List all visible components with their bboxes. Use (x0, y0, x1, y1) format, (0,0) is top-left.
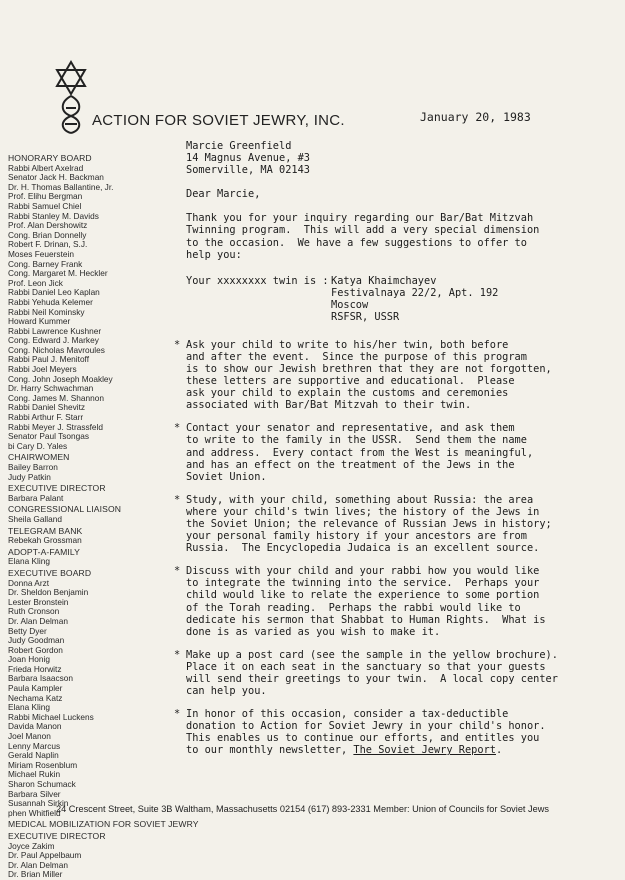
sidebar-name: Ruth Cronson (8, 606, 60, 617)
asterisk-bullet: * (174, 422, 181, 435)
sidebar-name: Lester Bronstein (8, 596, 69, 607)
sidebar-name: Cong. John Joseph Moakley (8, 373, 113, 384)
text-line: Thank you for your inquiry regarding our Bar/Bat Mitzvah (186, 212, 534, 225)
sidebar-name: phen Whitfield (8, 807, 61, 818)
sidebar-name: Senator Jack H. Backman (8, 172, 104, 183)
sidebar-name: Lenny Marcus (8, 740, 61, 751)
sidebar-name: Miriam Rosenblum (8, 759, 78, 770)
twin-address (331, 275, 498, 323)
sidebar-name: Rabbi Lawrence Kushner (8, 325, 102, 336)
text-line: done is as varied as you wish to make it. (186, 625, 441, 638)
sidebar-name: Bailey Barron (8, 462, 58, 472)
star-of-david-logo (50, 60, 92, 135)
text-line: RSFSR, USSR (331, 311, 400, 324)
sidebar-name: Rabbi Paul J. Menitoff (8, 354, 90, 365)
sidebar-section-heading: EXECUTIVE BOARD (8, 567, 92, 578)
text-line: Russia. The Encyclopedia Judaica is an excellent source. (186, 542, 540, 555)
text-line: the Soviet Union; the relevance of Russian Jews in history; (186, 517, 552, 530)
sidebar-name: Rabbi Stanley M. Davids (8, 210, 99, 221)
sidebar-name: Rabbi Samuel Chiel (8, 200, 82, 211)
sidebar-name: Paula Kampler (8, 683, 63, 694)
text-line: to the occasion. We have a few suggestions to offer to (186, 236, 527, 249)
sidebar-section-heading: CONGRESSIONAL LIAISON (8, 504, 122, 515)
text-line: these letters are supportive and educational. Please (186, 375, 515, 388)
text-line: dedicate his sermon that Shabbat to Human Rights. What is (186, 613, 546, 626)
sidebar-name: Moses Feuerstein (8, 248, 74, 259)
text-line: Contact your senator and representative, and ask them (186, 422, 515, 435)
sidebar-name: Nechama Katz (8, 692, 63, 703)
text-line: Festivalnaya 22/2, Apt. 192 (331, 286, 499, 299)
sidebar-name: Rabbi Michael Luckens (8, 711, 94, 722)
sidebar-name: Joel Manon (8, 731, 51, 742)
sidebar-name: Dr. Paul Appelbaum (8, 850, 82, 861)
text-line: In honor of this occasion, consider a tax-deductible (186, 708, 509, 721)
sidebar-name: Prof. Elihu Bergman (8, 191, 83, 202)
text-line: your personal family history if your ancestors are from (186, 530, 527, 543)
sidebar-section-heading: MEDICAL MOBILIZATION FOR SOVIET JEWRY (8, 819, 199, 830)
suggestion-item (174, 648, 616, 698)
suggestion-item (174, 565, 616, 638)
sidebar-name: Susannah Sirkin (8, 798, 69, 809)
text-line: of the Torah reading. Perhaps the rabbi would like to (186, 601, 521, 614)
text-line: to write to the family in the USSR. Send them the name (186, 434, 527, 447)
text-line: Marcie Greenfield (186, 140, 292, 152)
text-line: Make up a post card (see the sample in the yellow brochure). (186, 648, 558, 661)
sidebar-name: Barbara Palant (8, 492, 64, 503)
sidebar-name: Dr. Brian Miller (8, 869, 63, 880)
sidebar-section-heading: EXECUTIVE DIRECTOR (8, 830, 106, 841)
sidebar-name: Joan Honig (8, 654, 50, 665)
newsletter-title: The Soviet Jewry Report (353, 744, 496, 757)
sidebar-name: Rabbi Yehuda Kelemer (8, 296, 93, 307)
text-line: donation to Action for Soviet Jewry in your child's honor. (186, 720, 546, 733)
sidebar-name: Elana Kling (8, 702, 50, 713)
salutation: Dear Marcie, (186, 188, 261, 201)
sidebar-name: Cong. James M. Shannon (8, 392, 104, 403)
sidebar-name: Frieda Horwitz (8, 663, 62, 674)
text-line: Ask your child to write to his/her twin, both before (186, 338, 509, 351)
intro-paragraph (186, 212, 616, 260)
text-line: Soviet Union. (186, 470, 267, 483)
sidebar-name: Dr. Alan Delman (8, 859, 68, 870)
sidebar-name: Joyce Zakim (8, 840, 55, 851)
suggestion-item (174, 708, 616, 757)
twin-label: Your xxxxxxxx twin is : (186, 274, 329, 287)
text-line: and after the event. Since the purpose of this program (186, 350, 527, 363)
sidebar-name: Rabbi Joel Meyers (8, 364, 77, 375)
sidebar-name: Judy Patkin (8, 471, 51, 482)
sidebar-section-heading: TELEGRAM BANK (8, 525, 83, 536)
recipient-address (186, 140, 616, 176)
sidebar-name: Rabbi Neil Kominsky (8, 306, 85, 317)
suggestion-item (174, 493, 616, 555)
asterisk-bullet: * (174, 565, 181, 578)
text-line: Katya Khaimchayev (331, 274, 437, 287)
sidebar-name: Robert Gordon (8, 644, 63, 655)
text-line: will send their greetings to your twin. A local copy center (186, 673, 558, 685)
sidebar-name: Prof. Leon Jick (8, 277, 63, 288)
letter-body (174, 140, 616, 768)
sidebar-name: Dr. Harry Schwachman (8, 383, 94, 394)
sidebar-name: Michael Rukin (8, 769, 61, 780)
sidebar-name: Senator Paul Tsongas (8, 431, 90, 442)
sidebar-name: Cong. Margaret M. Heckler (8, 268, 108, 279)
suggestion-list (174, 338, 616, 698)
text-line: can help you. (186, 685, 267, 698)
text-line: Twinning program. This will add a very special dimension (186, 224, 540, 237)
asterisk-bullet: * (174, 338, 181, 351)
asterisk-bullet: * (174, 648, 181, 661)
text-line: Somerville, MA 02143 (186, 164, 310, 177)
sidebar-name: Betty Dyer (8, 625, 47, 636)
sidebar-name: Dr. Alan Delman (8, 615, 68, 626)
organization-name: ACTION FOR SOVIET JEWRY, INC. (92, 112, 345, 129)
text-line: This enables us to continue our efforts, and entitles you (186, 732, 540, 745)
sidebar-name: Dr. H. Thomas Ballantine, Jr. (8, 181, 114, 192)
sidebar-name: Rabbi Albert Axelrad (8, 162, 84, 173)
twin-info (186, 273, 616, 333)
sidebar-name: Cong. Nicholas Mavroules (8, 344, 105, 355)
sidebar-name: Robert F. Drinan, S.J. (8, 239, 88, 250)
sidebar-name: Gerald Naplin (8, 750, 59, 761)
text-line: 14 Magnus Avenue, #3 (186, 152, 310, 165)
text-line: Discuss with your child and your rabbi how you would like (186, 565, 540, 578)
sidebar-name: Rabbi Daniel Leo Kaplan (8, 287, 100, 298)
text-line: is to show our Jewish brethren that they are not forgotten, (186, 362, 552, 375)
sidebar-name: Cong. Edward J. Markey (8, 335, 99, 346)
asterisk-bullet: * (174, 708, 181, 721)
sidebar-section-heading: EXECUTIVE DIRECTOR (8, 483, 106, 494)
sidebar-name: Davida Manon (8, 721, 62, 732)
text-line: child would like to relate the experience to some portion (186, 589, 540, 602)
sidebar-name: Sharon Schumack (8, 779, 76, 789)
sidebar-name: Barbara Silver (8, 788, 61, 799)
sidebar-name: Barbara Isaacson (8, 673, 74, 684)
asterisk-bullet: * (174, 493, 181, 506)
text-line: where your child's twin lives; the history of the Jews in (186, 505, 540, 518)
sidebar-name: Rabbi Daniel Shevitz (8, 402, 86, 413)
text-line: to integrate the twinning into the service. Perhaps your (186, 577, 540, 590)
text-line: and address. Every contact from the West is meaningful, (186, 446, 534, 459)
sidebar-name: bi Cary D. Yales (8, 440, 68, 451)
text-line: Study, with your child, something about Russia: the area (186, 493, 534, 506)
suggestion-item (174, 338, 616, 412)
sidebar-name: Cong. Brian Donnelly (8, 229, 87, 240)
sidebar-name: Cong. Barney Frank (8, 258, 83, 269)
text-line: Moscow (331, 298, 369, 311)
sidebar-name: Rebekah Grossman (8, 535, 82, 546)
text-line: help you: (186, 248, 242, 261)
text-line: ask your child to explain the customs and ceremonies (186, 387, 509, 400)
text-line: and has an effect on the treatment of the Jews in the (186, 458, 515, 471)
footer-address: 24 Crescent Street, Suite 3B Waltham, Massachusetts 02154 (617) 893-2331 Member: Union of Councils for Soviet Jews (56, 804, 549, 814)
sidebar-name: Rabbi Meyer J. Strassfeld (8, 421, 103, 432)
sidebar-name: Donna Arzt (8, 577, 50, 588)
sidebar-name: Sheila Galland (8, 513, 62, 524)
sidebar-name: Rabbi Arthur F. Starr (8, 412, 84, 423)
newsletter-line-end: . (495, 744, 503, 757)
letter-date: January 20, 1983 (420, 110, 531, 124)
sidebar-name: Dr. Sheldon Benjamin (8, 587, 89, 598)
board-sidebar (8, 152, 199, 880)
sidebar-section-heading: ADOPT-A-FAMILY (8, 546, 80, 557)
sidebar-name: Prof. Alan Dershowitz (8, 220, 88, 231)
sidebar-name: Elana Kling (8, 556, 50, 567)
text-line: associated with Bar/Bat Mitzvah to their twin. (186, 399, 472, 412)
sidebar-section-heading: HONORARY BOARD (8, 153, 92, 163)
sidebar-section-heading: CHAIRWOMEN (8, 452, 70, 463)
sidebar-name: Judy Goodman (8, 635, 65, 646)
newsletter-line-text: to our monthly newsletter, (186, 744, 354, 757)
text-line: Place it on each seat in the sanctuary so that your guests (186, 660, 546, 673)
sidebar-name: Howard Kummer (8, 316, 71, 327)
suggestion-item (174, 422, 616, 483)
